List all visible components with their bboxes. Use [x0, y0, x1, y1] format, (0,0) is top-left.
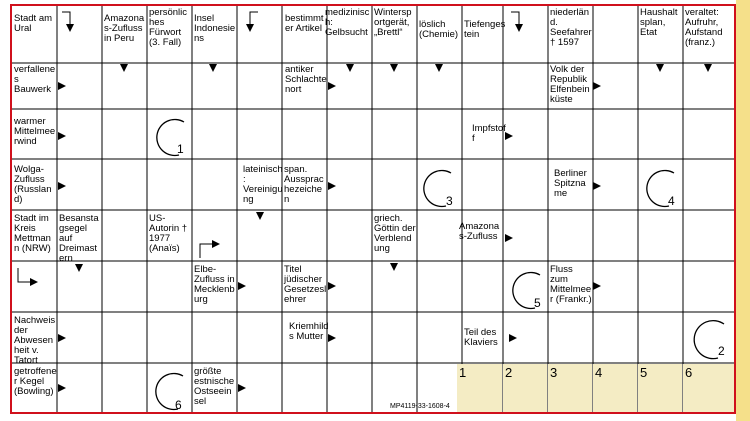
arrow-down-icon — [209, 64, 217, 72]
arrow-down-icon — [435, 64, 443, 72]
solution-number: 3 — [550, 365, 558, 380]
clue: Amazonas-Zufluss — [459, 221, 500, 242]
clue: warmer Mittelmeerwind — [14, 116, 56, 147]
arrow-right-icon — [593, 82, 601, 90]
clue: Insel Indonesiens — [194, 13, 236, 44]
clue: Stadt am Ural — [14, 13, 53, 34]
solution-circle — [149, 366, 191, 412]
arrow-down-icon — [120, 64, 128, 72]
bent-arrow-right-icon — [14, 266, 40, 292]
clue: griech. Göttin der Verblendung — [374, 213, 416, 254]
solution-circle — [149, 112, 191, 158]
clue: Impfstoff — [472, 123, 506, 144]
bent-arrow-down-icon — [509, 8, 529, 34]
arrow-right-icon — [58, 384, 66, 392]
clue: Haushaltsplan, Etat — [640, 7, 678, 38]
clue: löslich (Chemie) — [419, 19, 459, 40]
clue: verfallenes Bauwerk — [14, 64, 56, 95]
clue: Besanstagsegel auf Dreimastern — [59, 213, 99, 262]
solution-number: 5 — [640, 365, 648, 380]
clue: Amazonas-Zufluss in Peru — [104, 13, 145, 44]
circle-number: 1 — [177, 142, 184, 156]
bent-arrow-right-icon — [196, 236, 222, 260]
arrow-right-icon — [328, 182, 336, 190]
solution-circle — [640, 162, 682, 210]
arrow-down-icon — [390, 263, 398, 271]
clue: Tiefengestein — [464, 19, 506, 40]
solution-cell[interactable] — [638, 364, 682, 412]
clue: Teil des Klaviers — [464, 327, 498, 348]
arrow-down-icon — [656, 64, 664, 72]
arrow-right-icon — [328, 282, 336, 290]
solution-cell[interactable] — [457, 364, 502, 412]
circle-number: 5 — [534, 296, 541, 310]
clue: Wintersportgerät, „Brettl“ — [374, 7, 412, 38]
arrow-right-icon — [58, 82, 66, 90]
solution-number: 6 — [685, 365, 693, 380]
circle-number: 3 — [446, 194, 453, 208]
circle-number: 4 — [668, 194, 675, 208]
clue: Wolga-Zufluss (Russland) — [14, 164, 52, 205]
solution-cell[interactable] — [593, 364, 637, 412]
clue: persönliches Fürwort (3. Fall) — [149, 7, 188, 48]
arrow-down-icon — [256, 212, 264, 220]
clue: niederländ. Seefahrer † 1597 — [550, 7, 592, 48]
clue: bestimmter Artikel — [285, 13, 324, 34]
clue: US-Autorin † 1977 (Anaïs) — [149, 213, 188, 254]
clue: antiker Schlachtenort — [285, 64, 327, 95]
puzzle-code: MP4119-33-1608-4 — [390, 403, 450, 410]
clue: größte estnische Ostseeinsel — [194, 366, 235, 407]
circle-number: 2 — [718, 344, 725, 358]
circle-number: 6 — [175, 398, 182, 412]
solution-number: 1 — [459, 365, 467, 380]
solution-circle — [688, 312, 732, 362]
arrow-down-icon — [704, 64, 712, 72]
arrow-right-icon — [593, 282, 601, 290]
clue: getroffener Kegel (Bowling) — [14, 366, 57, 397]
arrow-right-icon — [505, 132, 513, 140]
right-margin-strip — [736, 0, 750, 421]
arrow-right-icon — [238, 282, 246, 290]
solution-circle — [416, 162, 460, 210]
clue: span. Aussprachezeichen — [284, 164, 324, 205]
solution-cell[interactable] — [503, 364, 547, 412]
arrow-right-icon — [58, 132, 66, 140]
clue: Nachweis der Abwesenheit v. Tatort — [14, 315, 56, 364]
clue: Volk der Republik Elfenbeinküste — [550, 64, 590, 105]
clue: medizinisch: Gelbsucht — [325, 7, 370, 38]
arrow-right-icon — [593, 182, 601, 190]
clue: Kriemhilds Mutter — [289, 321, 329, 342]
arrow-right-icon — [58, 334, 66, 342]
arrow-down-icon — [390, 64, 398, 72]
arrow-right-icon — [328, 82, 336, 90]
solution-cell[interactable] — [548, 364, 592, 412]
arrow-down-icon — [75, 264, 83, 272]
clue: Elbe-Zufluss in Mecklenburg — [194, 264, 235, 305]
bent-arrow-down-icon — [242, 8, 262, 34]
arrow-right-icon — [509, 334, 517, 342]
clue: Stadt im Kreis Mettmann (NRW) — [14, 213, 51, 254]
arrow-right-icon — [328, 334, 336, 342]
clue: Berliner Spitzname — [554, 168, 587, 199]
clue: veraltet: Aufruhr, Aufstand (franz.) — [685, 7, 723, 48]
solution-circle — [506, 264, 548, 312]
clue: Titel jüdischer Gesetzeslehrer — [284, 264, 327, 305]
arrow-down-icon — [346, 64, 354, 72]
crossword-puzzle — [10, 4, 736, 414]
arrow-right-icon — [58, 182, 66, 190]
solution-number: 4 — [595, 365, 603, 380]
arrow-right-icon — [238, 384, 246, 392]
solution-number: 2 — [505, 365, 513, 380]
clue: Fluss zum Mittelmeer (Frankr.) — [550, 264, 592, 305]
clue: lateinisch: Vereinigung — [243, 164, 283, 205]
bent-arrow-down-icon — [60, 8, 80, 34]
arrow-right-icon — [505, 234, 513, 242]
solution-cell[interactable] — [683, 364, 734, 412]
